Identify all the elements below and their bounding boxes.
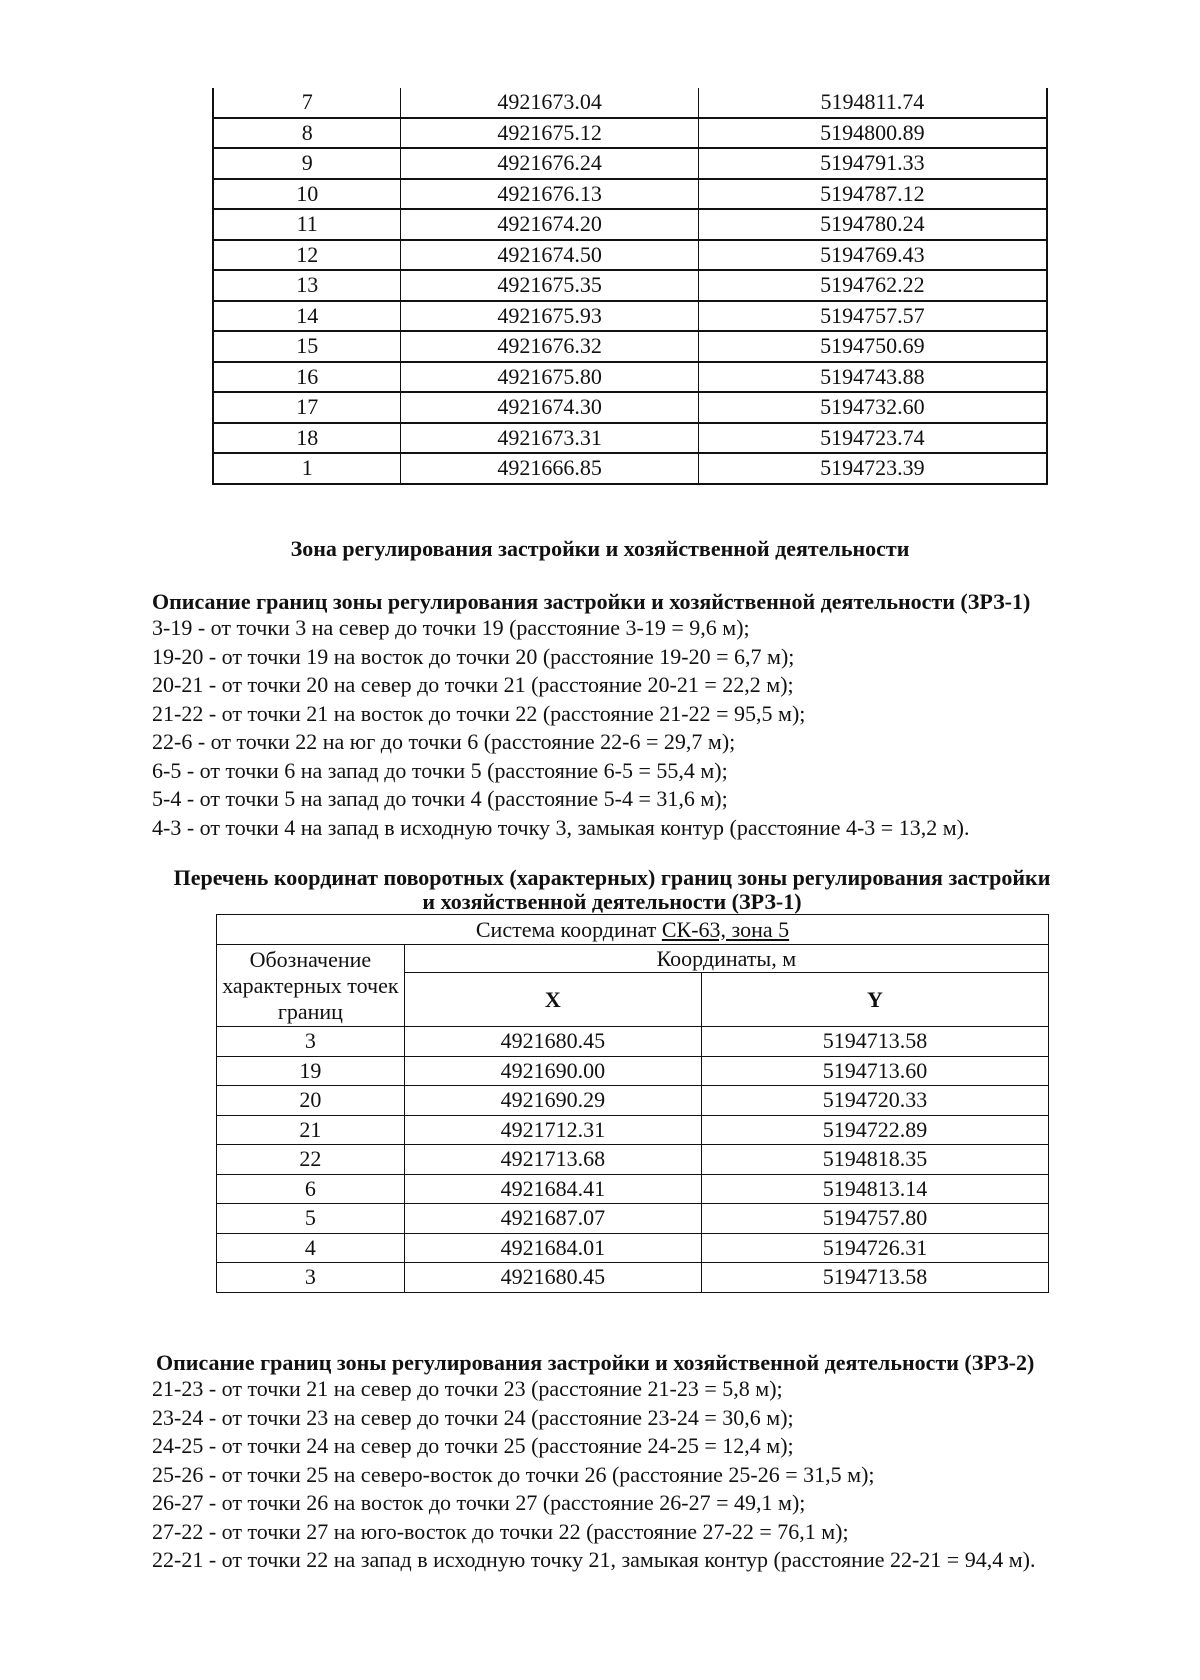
y-coordinate-cell: 5194791.33 bbox=[698, 148, 1047, 179]
description-line: 24-25 - от точки 24 на север до точки 25 (расстояние 24-25 = 12,4 м); bbox=[152, 1433, 794, 1458]
table-row bbox=[213, 362, 1047, 393]
point-cell: 6 bbox=[217, 1174, 405, 1204]
description-line: 23-24 - от точки 23 на север до точки 24 (расстояние 23-24 = 30,6 м); bbox=[152, 1404, 794, 1430]
y-column-header: Y bbox=[701, 973, 1048, 1027]
point-cell: 18 bbox=[213, 423, 401, 454]
point-cell: 4 bbox=[217, 1233, 405, 1263]
point-cell: 14 bbox=[213, 301, 401, 332]
point-cell: 22 bbox=[217, 1145, 405, 1175]
point-cell: 21 bbox=[217, 1115, 405, 1145]
y-coordinate-cell: 5194743.88 bbox=[698, 362, 1047, 393]
description-line: 22-6 - от точки 22 на юг до точки 6 (расстояние 22-6 = 29,7 м); bbox=[152, 729, 736, 754]
description-line: 26-27 - от точки 26 на восток до точки 27 (расстояние 26-27 = 49,1 м); bbox=[152, 1490, 806, 1515]
description-line: 27-22 - от точки 27 на юго-восток до точки 22 (расстояние 27-22 = 76,1 м); bbox=[152, 1518, 849, 1544]
y-coordinate-cell: 5194813.14 bbox=[701, 1174, 1048, 1204]
table-row bbox=[217, 1027, 1049, 1057]
x-coordinate-cell: 4921687.07 bbox=[404, 1204, 701, 1234]
description-line: 19-20 - от точки 19 на восток до точки 20 (расстояние 19-20 = 6,7 м); bbox=[152, 643, 795, 669]
x-coordinate-cell: 4921676.13 bbox=[401, 179, 698, 210]
y-coordinate-cell: 5194720.33 bbox=[701, 1086, 1048, 1116]
x-coordinate-cell: 4921675.35 bbox=[401, 270, 698, 301]
table-row bbox=[217, 1204, 1049, 1234]
description-line: 3-19 - от точки 3 на север до точки 19 (расстояние 3-19 = 9,6 м); bbox=[152, 615, 750, 640]
y-coordinate-cell: 5194762.22 bbox=[698, 270, 1047, 301]
table-row bbox=[213, 392, 1047, 423]
x-column-header: X bbox=[404, 973, 701, 1027]
x-coordinate-cell: 4921713.68 bbox=[404, 1145, 701, 1175]
table-row bbox=[213, 148, 1047, 179]
x-coordinate-cell: 4921690.29 bbox=[404, 1086, 701, 1116]
zrz1-coordinates-table bbox=[216, 914, 1049, 1293]
x-coordinate-cell: 4921680.45 bbox=[404, 1263, 701, 1293]
table-row bbox=[213, 301, 1047, 332]
y-coordinate-cell: 5194800.89 bbox=[698, 118, 1047, 149]
table-row bbox=[217, 1056, 1049, 1086]
table-row bbox=[213, 88, 1047, 118]
table-row bbox=[213, 270, 1047, 301]
x-coordinate-cell: 4921666.85 bbox=[401, 453, 698, 484]
y-coordinate-cell: 5194757.80 bbox=[701, 1204, 1048, 1234]
table-row bbox=[217, 1263, 1049, 1293]
x-coordinate-cell: 4921674.20 bbox=[401, 209, 698, 240]
y-coordinate-cell: 5194780.24 bbox=[698, 209, 1047, 240]
description-line-closing: 22-21 - от точки 22 на запад в исходную точку 21, замыкая контур (расстояние 22-21 = 94,4 м). bbox=[152, 1547, 1036, 1572]
y-coordinate-cell: 5194722.89 bbox=[701, 1115, 1048, 1145]
table-row bbox=[213, 118, 1047, 149]
table-row bbox=[217, 1145, 1049, 1175]
y-coordinate-cell: 5194787.12 bbox=[698, 179, 1047, 210]
x-coordinate-cell: 4921712.31 bbox=[404, 1115, 701, 1145]
table-row bbox=[213, 453, 1047, 484]
point-cell: 12 bbox=[213, 240, 401, 271]
table-row bbox=[217, 1174, 1049, 1204]
x-coordinate-cell: 4921674.30 bbox=[401, 392, 698, 423]
description-line: 21-23 - от точки 21 на север до точки 23 (расстояние 21-23 = 5,8 м); bbox=[152, 1376, 783, 1401]
x-coordinate-cell: 4921673.04 bbox=[401, 88, 698, 118]
x-coordinate-cell: 4921673.31 bbox=[401, 423, 698, 454]
y-coordinate-cell: 5194750.69 bbox=[698, 331, 1047, 362]
point-cell: 1 bbox=[213, 453, 401, 484]
point-column-header: Обозначение характерных точек границ bbox=[217, 945, 405, 1027]
x-coordinate-cell: 4921675.93 bbox=[401, 301, 698, 332]
zrz1-table-title-line2: и хозяйственной деятельности (ЗРЗ-1) bbox=[422, 889, 802, 914]
table-row bbox=[217, 1086, 1049, 1116]
x-coordinate-cell: 4921676.24 bbox=[401, 148, 698, 179]
zrz2-description-lines bbox=[152, 1375, 875, 1546]
point-cell: 7 bbox=[213, 88, 401, 118]
zrz1-table-title-line1: Перечень координат поворотных (характерных) границ зоны регулирования застройки bbox=[173, 865, 1051, 890]
y-coordinate-cell: 5194769.43 bbox=[698, 240, 1047, 271]
x-coordinate-cell: 4921675.80 bbox=[401, 362, 698, 393]
x-coordinate-cell: 4921676.32 bbox=[401, 331, 698, 362]
y-coordinate-cell: 5194713.58 bbox=[701, 1263, 1048, 1293]
point-cell: 19 bbox=[217, 1056, 405, 1086]
x-coordinate-cell: 4921690.00 bbox=[404, 1056, 701, 1086]
coordinate-system-cell bbox=[217, 915, 1049, 945]
y-coordinate-cell: 5194818.35 bbox=[701, 1145, 1048, 1175]
table-row bbox=[213, 331, 1047, 362]
table-row bbox=[213, 240, 1047, 271]
point-cell: 3 bbox=[217, 1263, 405, 1293]
table-row bbox=[213, 179, 1047, 210]
point-cell: 11 bbox=[213, 209, 401, 240]
point-cell: 16 bbox=[213, 362, 401, 393]
y-coordinate-cell: 5194811.74 bbox=[698, 88, 1047, 118]
y-coordinate-cell: 5194723.39 bbox=[698, 453, 1047, 484]
y-coordinate-cell: 5194732.60 bbox=[698, 392, 1047, 423]
point-cell: 13 bbox=[213, 270, 401, 301]
point-cell: 5 bbox=[217, 1204, 405, 1234]
point-cell: 8 bbox=[213, 118, 401, 149]
section-title: Зона регулирования застройки и хозяйственной деятельности bbox=[290, 536, 910, 561]
table-row bbox=[217, 1233, 1049, 1263]
x-coordinate-cell: 4921674.50 bbox=[401, 240, 698, 271]
table-row bbox=[213, 209, 1047, 240]
description-line: 25-26 - от точки 25 на северо-восток до точки 26 (расстояние 25-26 = 31,5 м); bbox=[152, 1461, 875, 1487]
table-row bbox=[213, 423, 1047, 454]
coordinates-table-continued bbox=[212, 88, 1048, 485]
x-coordinate-cell: 4921675.12 bbox=[401, 118, 698, 149]
coords-column-header: Координаты, м bbox=[404, 945, 1048, 973]
x-coordinate-cell: 4921684.41 bbox=[404, 1174, 701, 1204]
zrz2-description-title: Описание границ зоны регулирования застройки и хозяйственной деятельности (ЗРЗ-2) bbox=[156, 1350, 1035, 1375]
header-row bbox=[217, 945, 1049, 973]
y-coordinate-cell: 5194723.74 bbox=[698, 423, 1047, 454]
description-line: 21-22 - от точки 21 на восток до точки 22 (расстояние 21-22 = 95,5 м); bbox=[152, 700, 806, 726]
y-coordinate-cell: 5194713.58 bbox=[701, 1027, 1048, 1057]
zrz1-description-lines bbox=[152, 614, 969, 842]
zrz1-description-title: Описание границ зоны регулирования застройки и хозяйственной деятельности (ЗРЗ-1) bbox=[152, 589, 1031, 614]
coordinate-system-value: СК-63, зона 5 bbox=[661, 916, 790, 942]
description-line: 20-21 - от точки 20 на север до точки 21 (расстояние 20-21 = 22,2 м); bbox=[152, 672, 794, 697]
point-cell: 20 bbox=[217, 1086, 405, 1116]
y-coordinate-cell: 5194713.60 bbox=[701, 1056, 1048, 1086]
point-cell: 17 bbox=[213, 392, 401, 423]
y-coordinate-cell: 5194757.57 bbox=[698, 301, 1047, 332]
point-cell: 10 bbox=[213, 179, 401, 210]
coordinate-system-label: Система координат bbox=[475, 916, 662, 942]
x-coordinate-cell: 4921680.45 bbox=[404, 1027, 701, 1057]
description-line: 4-3 - от точки 4 на запад в исходную точку 3, замыкая контур (расстояние 4-3 = 13,2 м). bbox=[152, 814, 970, 840]
description-line: 5-4 - от точки 5 на запад до точки 4 (расстояние 5-4 = 31,6 м); bbox=[152, 786, 728, 811]
description-line: 6-5 - от точки 6 на запад до точки 5 (расстояние 6-5 = 55,4 м); bbox=[152, 757, 728, 783]
point-cell: 9 bbox=[213, 148, 401, 179]
table-row bbox=[217, 1115, 1049, 1145]
y-coordinate-cell: 5194726.31 bbox=[701, 1233, 1048, 1263]
point-cell: 15 bbox=[213, 331, 401, 362]
x-coordinate-cell: 4921684.01 bbox=[404, 1233, 701, 1263]
coordinate-system-row bbox=[217, 915, 1049, 945]
point-cell: 3 bbox=[217, 1027, 405, 1057]
